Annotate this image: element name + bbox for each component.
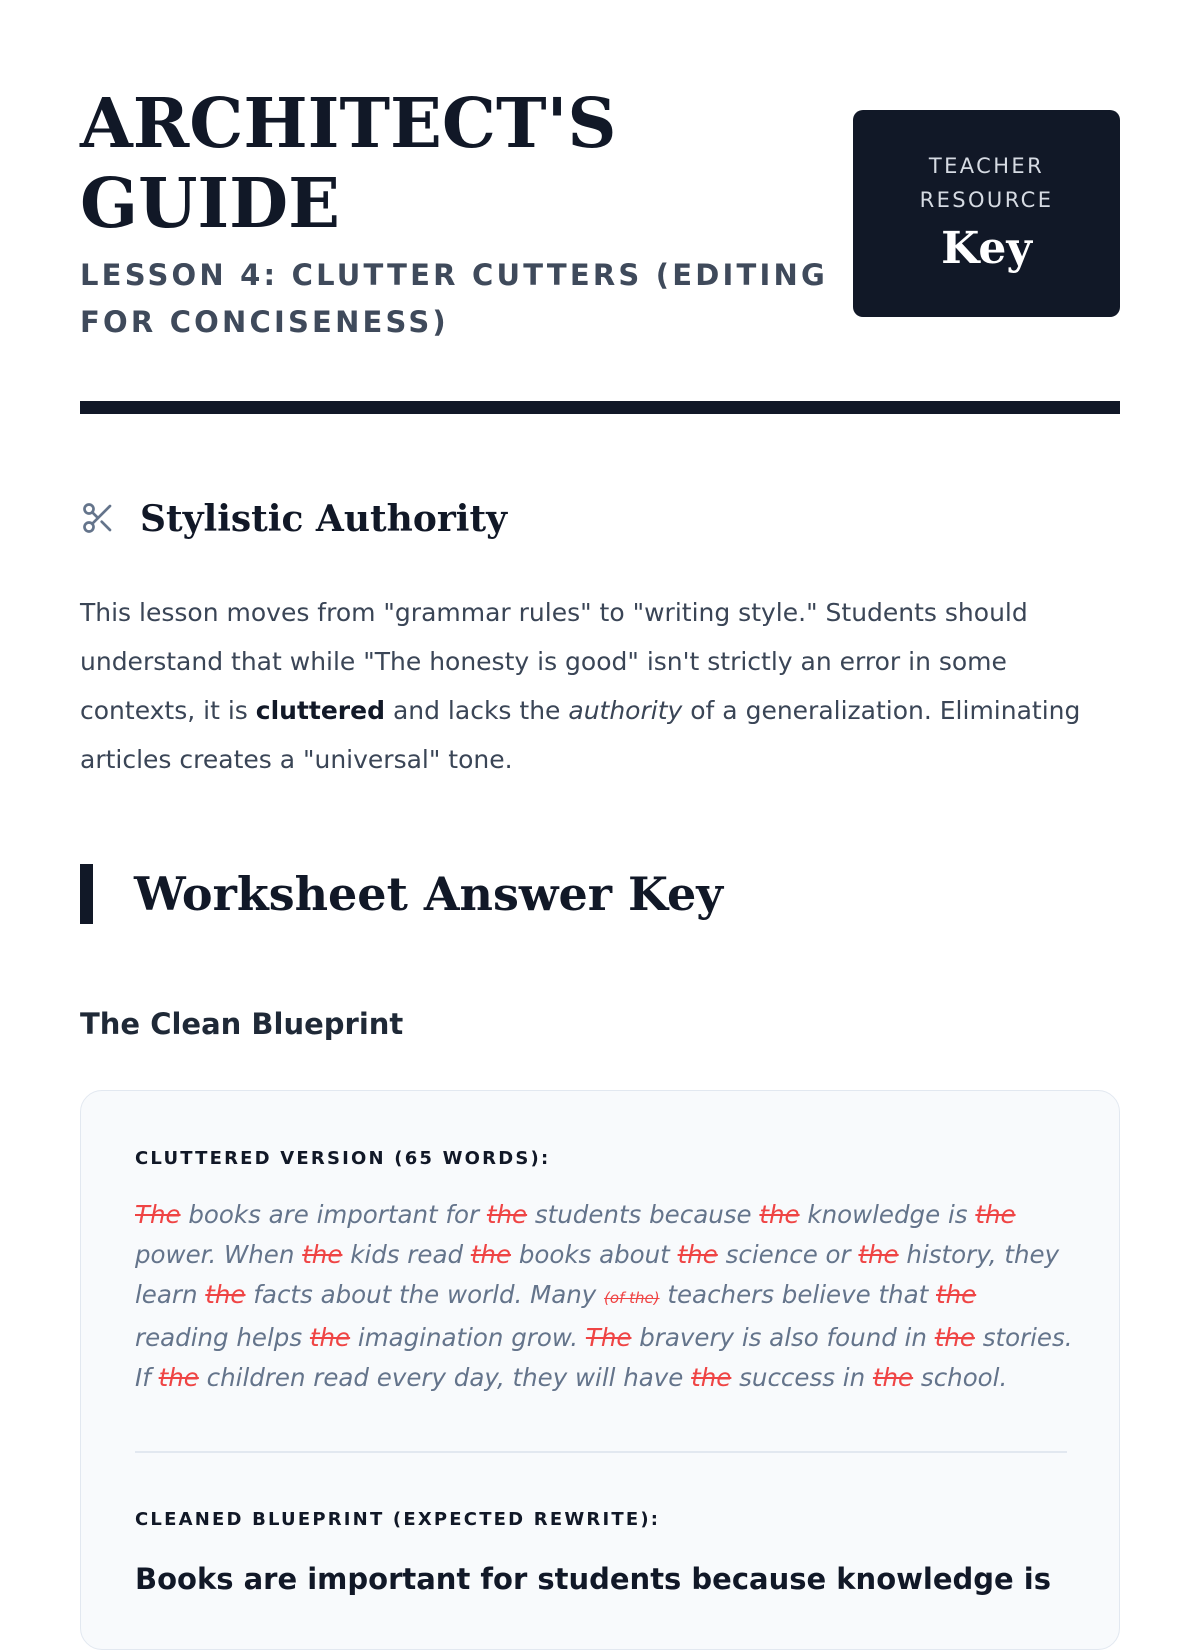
struck-article: The	[135, 1200, 181, 1229]
struck-article: the	[691, 1363, 732, 1392]
badge-caption-line-2: RESOURCE	[919, 188, 1054, 212]
subsection-title: The Clean Blueprint	[80, 1007, 404, 1041]
title-line-2: GUIDE	[80, 164, 340, 244]
struck-article: the	[858, 1240, 899, 1269]
cluttered-text-segment: success in	[731, 1363, 873, 1392]
struck-article: the	[309, 1323, 351, 1352]
subtitle-line-2: FOR CONCISENESS)	[80, 305, 449, 339]
intro-text-1: This lesson moves from "grammar rules" to "writing style." Students should understand that while "The honesty is good" isn't strictly an error in some contexts, it is	[80, 598, 1028, 725]
cluttered-text-segment: children read every day, they will have	[198, 1363, 692, 1392]
intro-text-3: of a generalization. Eliminating articles creates a "universal" tone.	[80, 696, 1081, 774]
heading-accent-bar	[80, 864, 93, 924]
struck-article: the	[486, 1200, 528, 1229]
teacher-resource-badge	[853, 110, 1120, 317]
badge-caption-line-1: TEACHER	[928, 154, 1045, 178]
cleaned-blueprint-label: CLEANED BLUEPRINT (EXPECTED REWRITE):	[135, 1509, 661, 1530]
cluttered-text-segment: reading helps	[135, 1323, 310, 1352]
cleaned-paragraph: Books are important for students because knowledge is	[135, 1562, 1052, 1596]
cluttered-text-segment: teachers believe that	[659, 1280, 936, 1309]
answer-key-heading	[80, 862, 1120, 922]
header-divider	[80, 401, 1120, 414]
struck-article: the	[677, 1240, 718, 1269]
cluttered-text-segment: students because	[527, 1200, 760, 1229]
cluttered-text-segment: facts about the world. Many	[245, 1280, 605, 1309]
struck-article: The	[585, 1323, 632, 1352]
struck-article: the	[935, 1280, 977, 1309]
cluttered-text-segment: books are important for	[180, 1200, 487, 1229]
cluttered-paragraph	[135, 1195, 1075, 1398]
intro-bold-term: cluttered	[255, 696, 385, 725]
answer-key-title: Worksheet Answer Key	[134, 867, 723, 921]
cluttered-text-segment: knowledge is	[799, 1200, 976, 1229]
page-title	[80, 84, 840, 244]
cluttered-text-segment: science or	[717, 1240, 859, 1269]
badge-caption	[853, 149, 1120, 217]
lesson-subtitle	[80, 252, 850, 346]
struck-article: the	[934, 1323, 975, 1352]
section-title: Stylistic Authority	[140, 498, 508, 540]
cluttered-text-segment: books about	[511, 1240, 678, 1269]
struck-article: the	[470, 1240, 512, 1269]
lesson-page	[80, 0, 1120, 1596]
intro-text-2: and lacks the	[385, 696, 569, 725]
cluttered-text-segment: power. When	[135, 1240, 303, 1269]
cluttered-text-segment: school.	[913, 1363, 1008, 1392]
cluttered-text-segment: stories. If	[135, 1323, 1073, 1392]
cluttered-text-segment: imagination grow.	[350, 1323, 586, 1352]
struck-article: the	[302, 1240, 343, 1269]
title-line-1: ARCHITECT'S	[80, 84, 617, 164]
card-divider	[135, 1451, 1067, 1453]
struck-article: the	[759, 1200, 800, 1229]
cluttered-version-label: CLUTTERED VERSION (65 WORDS):	[135, 1148, 551, 1169]
struck-article: the	[158, 1363, 199, 1392]
stylistic-authority-heading	[80, 494, 1120, 544]
cluttered-text-segment: bravery is also found in	[631, 1323, 935, 1352]
blueprint-card	[80, 1090, 1120, 1650]
intro-paragraph	[80, 588, 1110, 784]
struck-article: the	[975, 1200, 1016, 1229]
cluttered-text-segment: kids read	[342, 1240, 471, 1269]
struck-article: the	[205, 1280, 246, 1309]
scissors-icon	[80, 500, 116, 536]
subtitle-line-1: LESSON 4: CLUTTER CUTTERS (EDITING	[80, 258, 828, 292]
badge-key-label: Key	[941, 223, 1032, 274]
struck-article: the	[872, 1363, 914, 1392]
page-header	[80, 0, 1120, 415]
struck-article: (of the)	[604, 1289, 660, 1307]
intro-italic-term: authority	[568, 696, 683, 725]
cluttered-text-segment: history, they learn	[135, 1240, 1060, 1309]
